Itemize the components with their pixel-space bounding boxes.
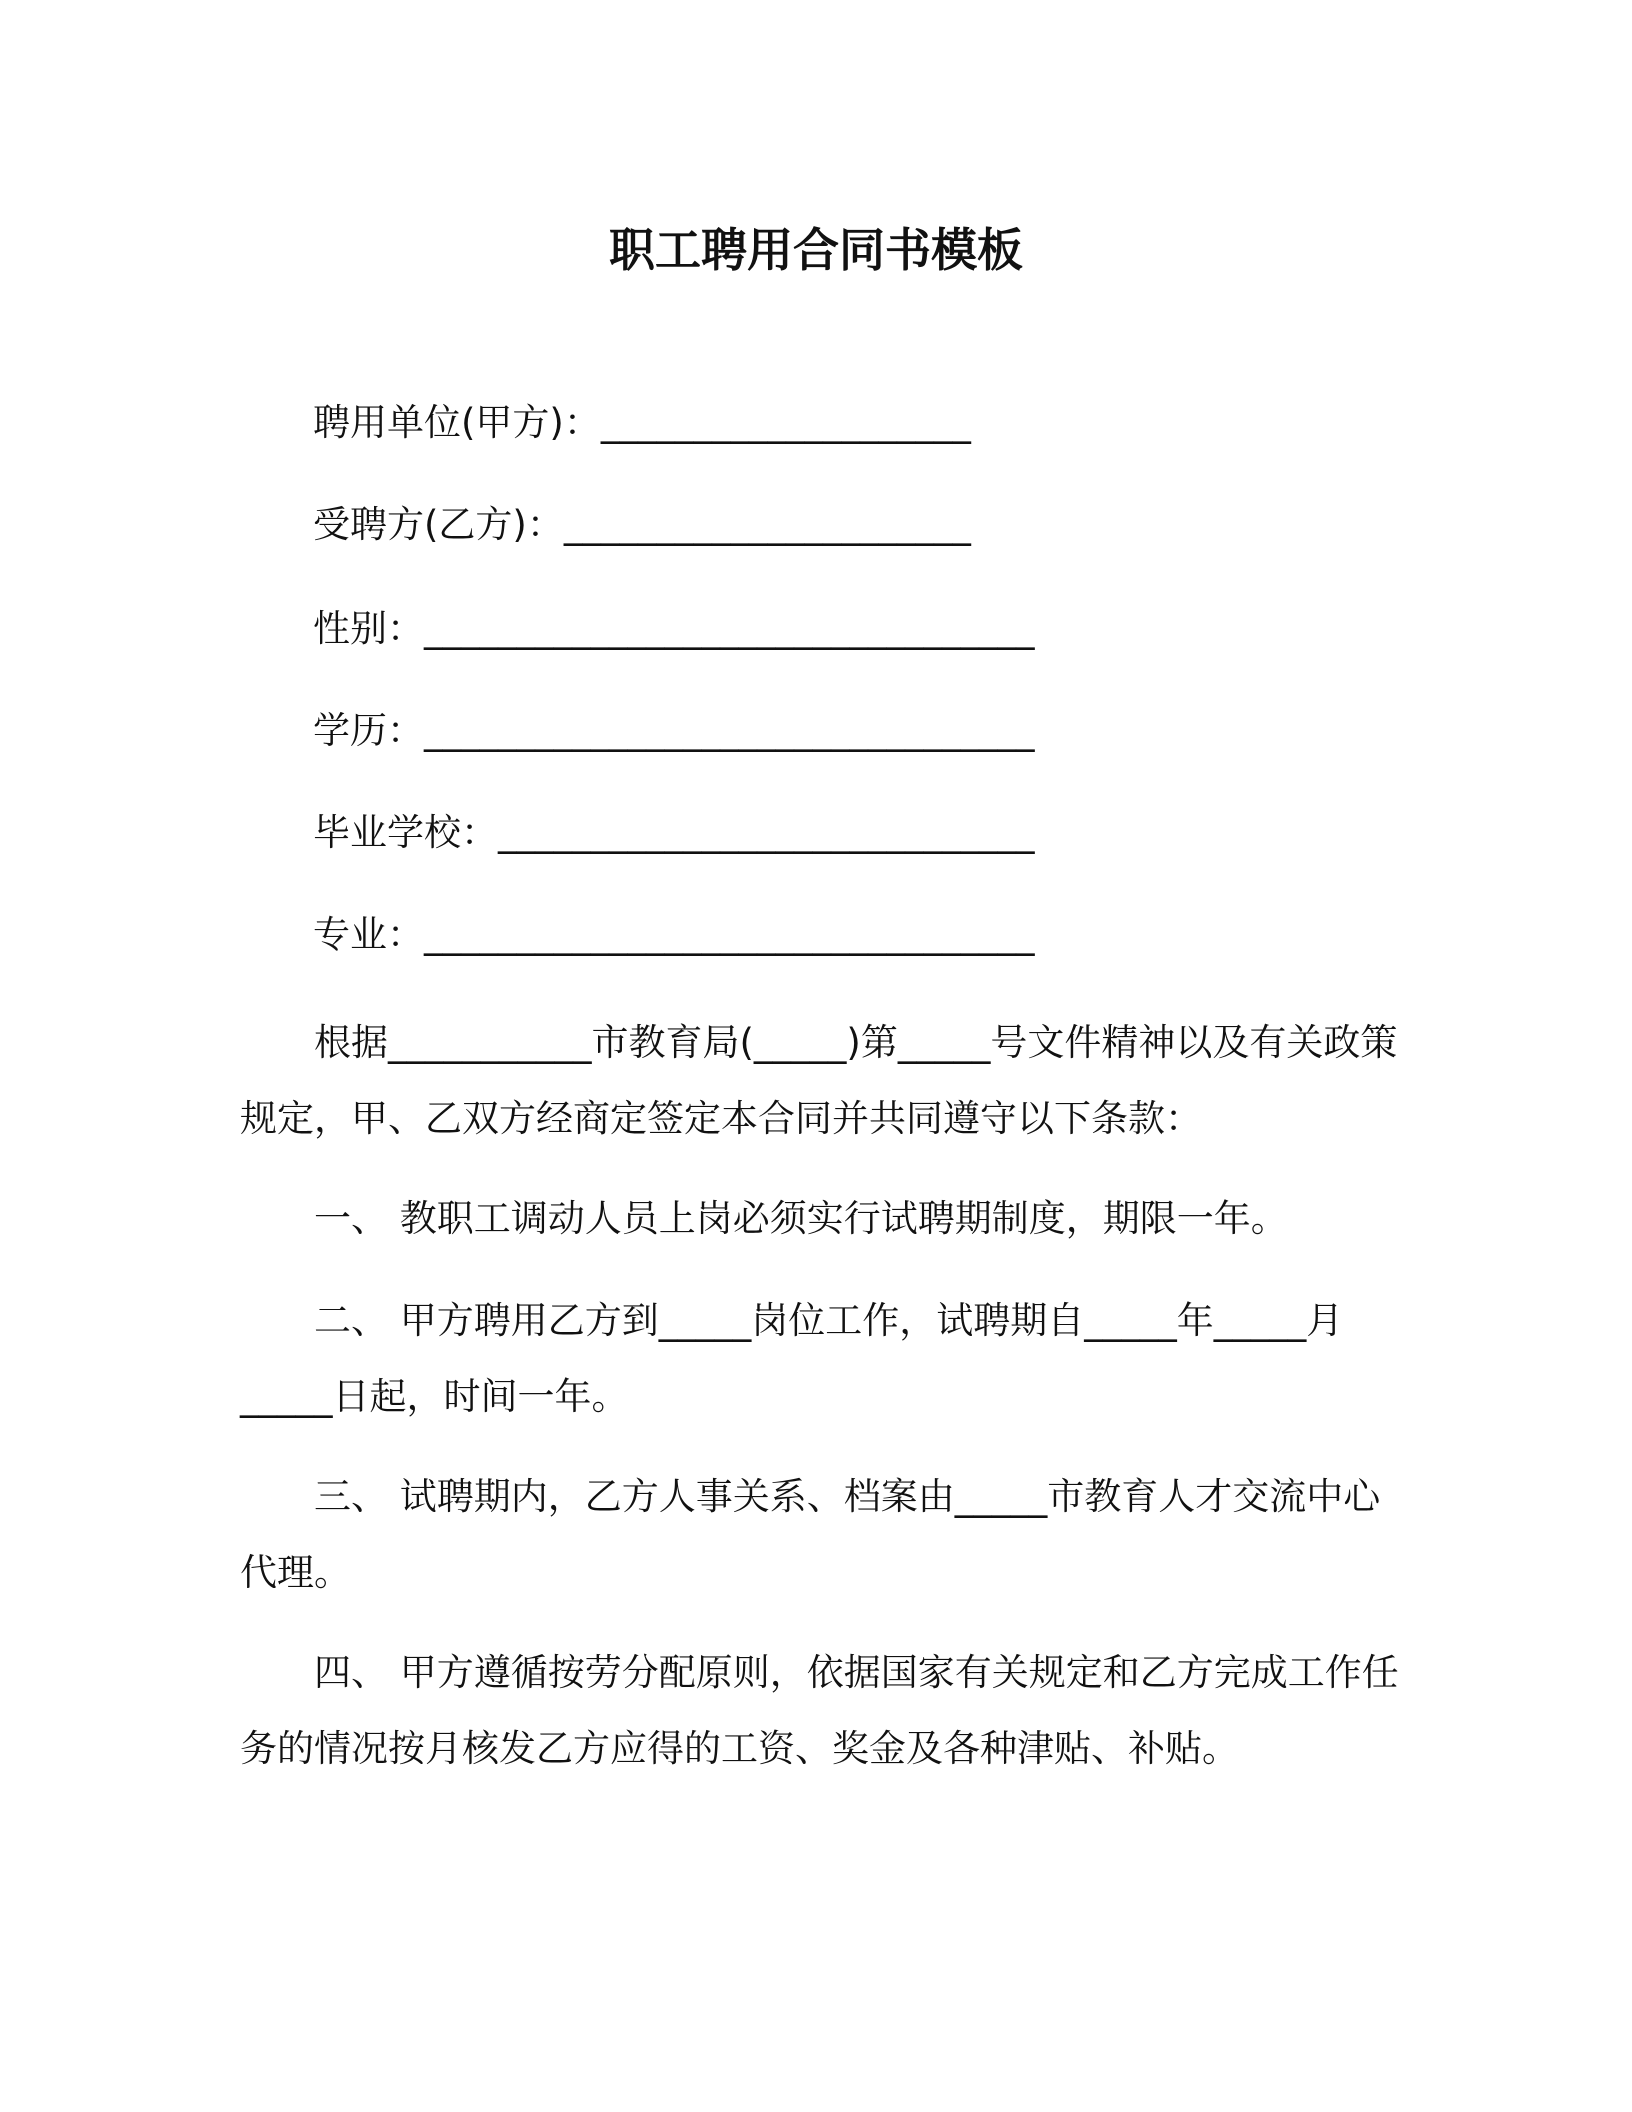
field-education: 学历：_________________________________: [313, 709, 1035, 752]
paragraph-clause-3: 三、 试聘期内，乙方人事关系、档案由_____市教育人才交流中心代理。: [240, 1475, 1381, 1594]
field-school: 毕业学校：_____________________________: [313, 811, 1035, 854]
field-major: 专业：_________________________________: [313, 913, 1035, 956]
field-gender: 性别：_________________________________: [313, 607, 1035, 650]
paragraph-clause-2: 二、 甲方聘用乙方到_____岗位工作，试聘期自_____年_____月_____日起，时间一年。: [240, 1299, 1344, 1418]
paragraph-clause-1: 一、 教职工调动人员上岗必须实行试聘期制度，期限一年。: [314, 1197, 1288, 1240]
paragraph-preamble: 根据___________市教育局(_____)第_____号文件精神以及有关政策规定，甲、乙双方经商定签定本合同并共同遵守以下条款：: [240, 1021, 1398, 1140]
paragraph-clause-4: 四、 甲方遵循按劳分配原则，依据国家有关规定和乙方完成工作任务的情况按月核发乙方应得的工资、奖金及各种津贴、补贴。: [240, 1651, 1399, 1770]
field-employer: 聘用单位(甲方)：____________________: [313, 401, 971, 444]
document-title: 职工聘用合同书模板: [609, 223, 1023, 277]
field-employee: 受聘方(乙方)：______________________: [313, 503, 971, 546]
